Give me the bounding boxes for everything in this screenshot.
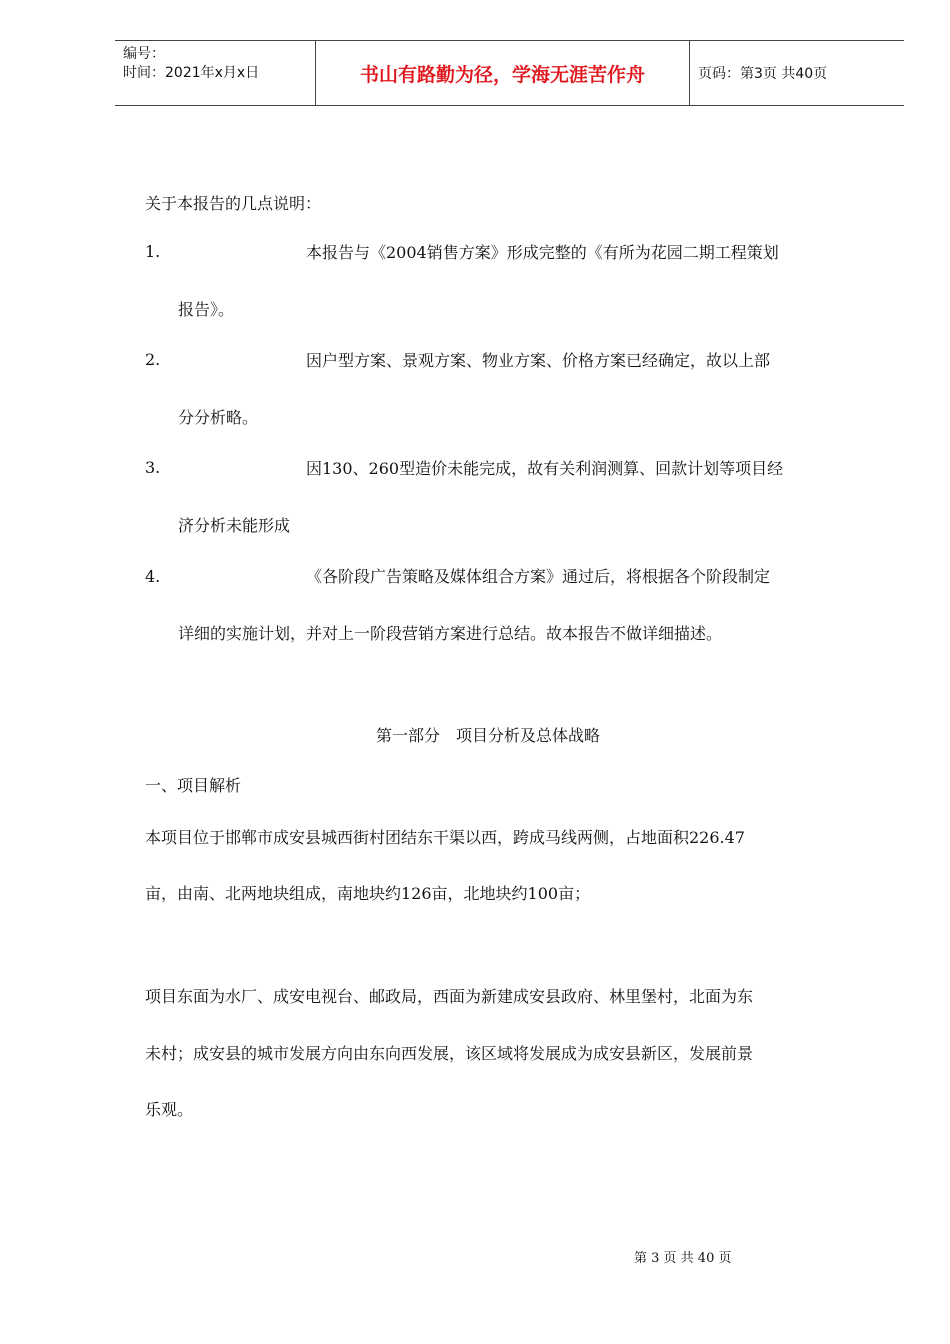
note-number: 2. bbox=[145, 350, 161, 369]
header-meta bbox=[115, 41, 316, 105]
note-text: 《各阶段广告策略及媒体组合方案》通过后，将根据各个阶段制定 bbox=[306, 567, 771, 586]
paragraph-line: 亩，由南、北两地块组成，南地块约126亩，北地块约100亩； bbox=[145, 884, 591, 903]
header-motto: 书山有路勤为径，学海无涯苦作舟 bbox=[316, 41, 690, 105]
doc-number: 编号： bbox=[123, 46, 165, 62]
note-text: 因户型方案、景观方案、物业方案、价格方案已经确定，故以上部 bbox=[306, 351, 771, 370]
note-text-cont: 分分析略。 bbox=[178, 408, 259, 427]
doc-time: 时间：2021年x月x日 bbox=[123, 65, 260, 81]
paragraph-line: 未村；成安县的城市发展方向由东向西发展，该区域将发展成为成安县新区，发展前景 bbox=[145, 1044, 754, 1063]
section-title: 一、项目解析 bbox=[145, 776, 242, 795]
part-title: 第一部分 项目分析及总体战略 bbox=[376, 726, 601, 745]
note-number: 1. bbox=[145, 242, 161, 261]
note-text-cont: 报告》。 bbox=[178, 300, 235, 319]
page-footer: 第 3 页 共 40 页 bbox=[634, 1251, 732, 1266]
note-text: 本报告与《2004销售方案》形成完整的《有所为花园二期工程策划 bbox=[306, 243, 779, 262]
header-page-number: 页码：第3页 共40页 bbox=[698, 66, 828, 82]
note-text-cont: 济分析未能形成 bbox=[178, 516, 291, 535]
note-number: 3. bbox=[145, 458, 161, 477]
paragraph-line: 本项目位于邯郸市成安县城西街村团结东干渠以西，跨成马线两侧，占地面积226.47 bbox=[145, 828, 745, 847]
note-number: 4. bbox=[145, 567, 161, 586]
intro-heading: 关于本报告的几点说明： bbox=[145, 194, 322, 213]
paragraph-line: 乐观。 bbox=[145, 1100, 194, 1119]
note-text: 因130、260型造价未能完成，故有关利润测算、回款计划等项目经 bbox=[306, 459, 784, 478]
note-text-cont: 详细的实施计划，并对上一阶段营销方案进行总结。故本报告不做详细描述。 bbox=[178, 624, 723, 643]
paragraph-line: 项目东面为水厂、成安电视台、邮政局，西面为新建成安县政府、林里堡村，北面为东 bbox=[145, 987, 754, 1006]
page-header bbox=[115, 40, 904, 106]
